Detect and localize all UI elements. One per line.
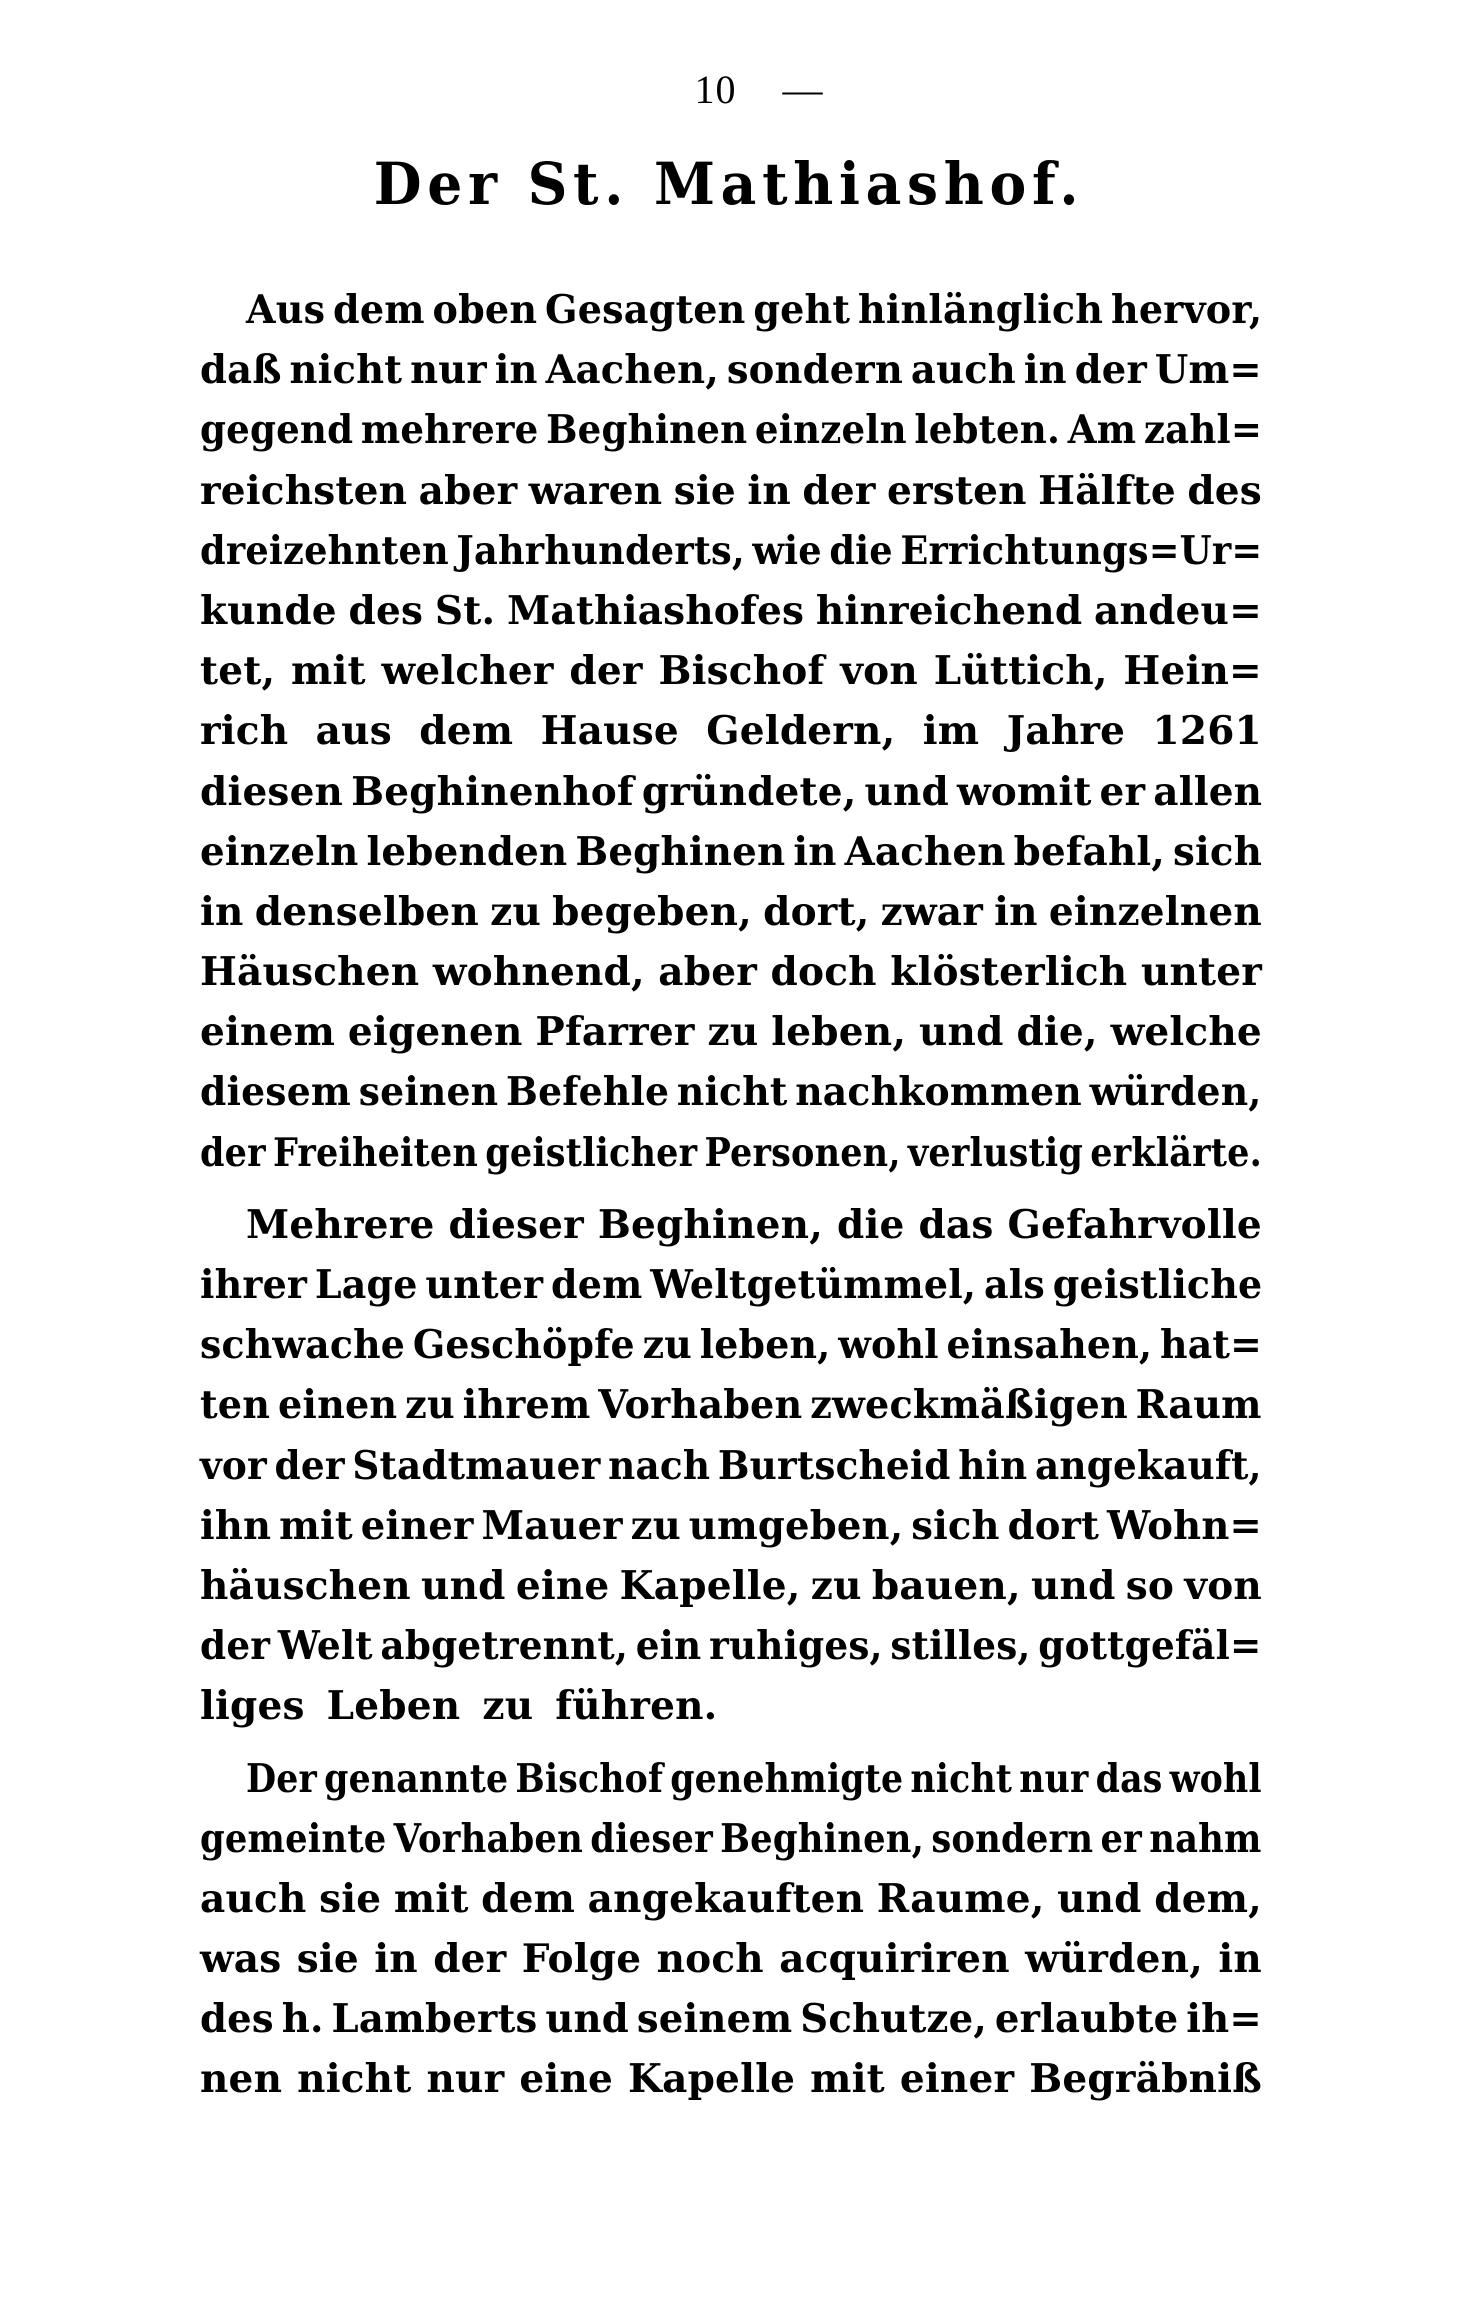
text-line <box>200 1436 1262 1496</box>
word: und <box>1057 1875 1142 1922</box>
text-line <box>200 1676 1262 1736</box>
word: aber <box>418 467 518 514</box>
word: bauen, <box>871 1562 1021 1609</box>
word: reichsten <box>200 467 408 514</box>
word: ihn <box>200 1502 272 1549</box>
word: zweckmäßigen <box>810 1382 1128 1429</box>
word: hinlänglich <box>858 287 1104 333</box>
word: genannte <box>324 1755 509 1802</box>
word: eine <box>519 2056 613 2103</box>
word: der <box>274 1442 345 1489</box>
word: Wohn= <box>1106 1502 1262 1549</box>
word: wohl <box>838 1322 939 1369</box>
word: nicht <box>676 1069 788 1116</box>
word: Folge <box>521 1936 642 1983</box>
word: er <box>1100 1815 1142 1862</box>
word: führen. <box>555 1683 718 1730</box>
word: h. <box>281 1996 324 2043</box>
word: aber <box>658 949 757 996</box>
word: in <box>1218 1936 1262 1983</box>
word: zu <box>642 1322 692 1369</box>
word: gemeinte <box>200 1815 387 1862</box>
word: befahl, <box>1013 828 1166 875</box>
word: nur <box>410 347 487 394</box>
word: umgeben, <box>688 1502 904 1549</box>
text-line <box>200 521 1262 581</box>
word: Jahre <box>1006 708 1126 755</box>
word: zu <box>482 1683 534 1730</box>
word: verlustig <box>907 1129 1084 1176</box>
word: Kapelle <box>628 2056 796 2103</box>
paragraph-1 <box>200 280 1262 1183</box>
word: Mehrere <box>246 1201 435 1248</box>
word: leben, <box>771 1009 907 1056</box>
word: in <box>200 888 244 935</box>
word: Welt <box>277 1623 373 1670</box>
word: so <box>1125 1562 1175 1609</box>
word: Stadtmauer <box>352 1442 601 1489</box>
text-line <box>200 1929 1262 1989</box>
word: und <box>421 1562 506 1609</box>
text-line <box>200 641 1262 701</box>
word: vor <box>200 1442 267 1489</box>
word: in <box>494 347 538 394</box>
word: Vorhaben <box>598 1382 803 1429</box>
word: die <box>829 527 893 574</box>
word: mehrere <box>360 407 539 454</box>
word: Pfarrer <box>535 1009 695 1056</box>
paragraph-3 <box>200 1749 1262 2110</box>
word: einer <box>360 1502 474 1549</box>
word: Personen, <box>704 1129 901 1176</box>
word: nachkommen <box>795 1069 1082 1116</box>
word: Beghinen, <box>720 1815 925 1862</box>
word: dem <box>419 708 514 755</box>
word: Lage <box>314 1262 418 1308</box>
paragraph-2 <box>200 1195 1262 1737</box>
word: Hause <box>540 708 679 755</box>
text-line <box>200 1616 1262 1676</box>
text-line <box>200 762 1262 822</box>
word: lebten. <box>914 407 1061 454</box>
text-line <box>200 1062 1262 1122</box>
word: zu <box>630 1502 681 1549</box>
text-line <box>200 701 1262 761</box>
word: ruhiges, <box>709 1623 883 1670</box>
word: ten <box>200 1382 271 1429</box>
word: er <box>1099 768 1146 815</box>
word: sie <box>319 1875 382 1922</box>
text-line <box>200 400 1262 460</box>
word: als <box>984 1262 1045 1308</box>
text-line <box>200 882 1262 942</box>
word: würden, <box>1089 1069 1262 1116</box>
word: rich <box>200 708 289 755</box>
word: Bischof <box>658 648 825 695</box>
word: nicht <box>289 347 403 394</box>
word: in <box>747 467 791 514</box>
word: das <box>918 1201 994 1248</box>
word: in <box>374 1936 418 1983</box>
word: der <box>433 1936 507 1983</box>
word: sondern <box>726 347 904 394</box>
text-line <box>200 1375 1262 1435</box>
word: zu <box>810 1562 862 1609</box>
page-number-dash: — <box>782 67 824 112</box>
body-text <box>200 280 1262 2122</box>
word: gegend <box>200 407 354 454</box>
word: Gesagten <box>545 287 746 333</box>
word: in <box>793 828 837 875</box>
word: dem <box>333 287 425 333</box>
word: gottgefäl= <box>1038 1623 1262 1670</box>
text-line <box>200 461 1262 521</box>
word: leben, <box>699 1322 831 1369</box>
word: Burtscheid <box>717 1442 951 1489</box>
word: der <box>802 467 876 514</box>
word: diesen <box>200 768 344 815</box>
word: Weltgetümmel, <box>650 1262 977 1308</box>
text-line <box>200 1556 1262 1616</box>
word: ein <box>635 1623 702 1670</box>
word: der <box>1074 347 1147 394</box>
word: oben <box>432 287 538 333</box>
word: und <box>545 1996 629 2043</box>
word: hinreichend <box>815 587 1083 634</box>
word: die, <box>1016 1009 1098 1056</box>
word: angekauften <box>587 1875 865 1922</box>
word: die <box>836 1201 905 1248</box>
word: Lamberts <box>331 1996 538 2043</box>
word: denselben <box>254 888 479 935</box>
word: zwar <box>880 888 983 935</box>
word: genehmigte <box>670 1755 904 1802</box>
text-line <box>200 581 1262 641</box>
word: und <box>918 1009 1004 1056</box>
word: von <box>1184 1562 1262 1609</box>
word: tet, <box>200 648 276 695</box>
word: der <box>200 1623 271 1670</box>
word: Errichtungs=Ur= <box>900 527 1263 574</box>
word: einen <box>277 1382 398 1429</box>
word: einem <box>200 1009 336 1056</box>
word: von <box>840 648 918 695</box>
word: Leben <box>326 1683 461 1730</box>
word: mit <box>810 2056 885 2103</box>
word: Raum <box>1135 1382 1262 1429</box>
word: dort, <box>763 888 870 935</box>
word: dieser <box>448 1201 584 1248</box>
word: Geldern, <box>706 708 896 755</box>
text-line <box>200 1002 1262 1062</box>
text-line <box>200 1989 1262 2049</box>
word: nahm <box>1149 1815 1262 1862</box>
word: mit <box>393 1875 469 1922</box>
word: des <box>348 587 424 634</box>
word: nach <box>608 1442 711 1489</box>
word: Hein= <box>1123 648 1262 695</box>
word: daß <box>200 347 282 394</box>
word: und <box>864 768 950 815</box>
word: nur <box>426 2056 505 2103</box>
word: Mauer <box>481 1502 623 1549</box>
word: wohl <box>1169 1755 1262 1802</box>
word: Bischof <box>515 1755 664 1802</box>
word: häuschen <box>200 1562 411 1609</box>
word: im <box>922 708 980 755</box>
word: ih= <box>1186 1996 1262 2043</box>
word: liges <box>200 1683 305 1730</box>
word: diesem <box>200 1069 351 1116</box>
word: nur <box>1019 1755 1089 1802</box>
word: erklärte. <box>1090 1129 1262 1176</box>
text-line <box>200 822 1262 882</box>
word: dem, <box>1154 1875 1262 1922</box>
text-line <box>200 1315 1262 1375</box>
word: lebenden <box>366 828 568 875</box>
word: eigenen <box>347 1009 523 1056</box>
word: geistliche <box>1052 1262 1263 1308</box>
word: einsahen, <box>946 1322 1153 1369</box>
word: dem <box>481 1875 576 1922</box>
word: Aachen <box>844 828 1006 875</box>
word: nicht <box>297 2056 412 2103</box>
word: in <box>1023 347 1067 394</box>
chapter-title: Der St. Mathiashof. <box>373 150 1085 218</box>
word: sie <box>673 467 736 514</box>
word: kunde <box>200 587 337 634</box>
word: nen <box>200 2056 283 2103</box>
word: und <box>1030 1562 1116 1609</box>
word: sich <box>911 1502 1000 1549</box>
word: hin <box>958 1442 1028 1489</box>
word: ihrem <box>462 1382 591 1429</box>
text-line <box>200 1496 1262 1556</box>
page-number: 10 <box>694 67 737 112</box>
word: des <box>1187 467 1262 514</box>
word: seinen <box>358 1069 499 1116</box>
word: was <box>200 1936 282 1983</box>
word: doch <box>770 949 877 996</box>
text-line <box>200 280 1262 340</box>
word: Mathiashofes <box>506 587 805 634</box>
word: Aus <box>246 287 326 333</box>
word: auch <box>200 1875 307 1922</box>
text-line <box>200 1809 1262 1869</box>
word: zu <box>405 1382 455 1429</box>
word: acquiriren <box>779 1936 1010 1983</box>
word: klösterlich <box>890 949 1128 996</box>
word: Jahrhunderts, <box>456 527 745 574</box>
text-line <box>200 1255 1262 1315</box>
word: seinem <box>636 1996 793 2043</box>
word: ihrer <box>200 1262 308 1308</box>
text-line <box>200 1869 1262 1929</box>
word: Kapelle, <box>619 1562 801 1609</box>
word: dort <box>1007 1502 1100 1549</box>
word: Um= <box>1154 347 1262 394</box>
word: St. <box>434 587 496 634</box>
word: hat= <box>1160 1322 1262 1369</box>
word: der <box>569 648 643 695</box>
word: dem <box>551 1262 643 1308</box>
word: Am <box>1067 407 1137 454</box>
word: nicht <box>910 1755 1013 1802</box>
word: einzelnen <box>1048 888 1262 935</box>
text-line <box>200 1749 1262 1809</box>
word: sie <box>296 1936 359 1983</box>
word: Beghinen <box>546 407 748 454</box>
word: noch <box>656 1936 764 1983</box>
word: zahl= <box>1143 407 1263 454</box>
word: Begräbniß <box>1029 2056 1262 2103</box>
word: sich <box>1172 828 1263 875</box>
word: erlaubte <box>994 1996 1179 2043</box>
word: würden, <box>1025 1936 1203 1983</box>
word: Vorhaben <box>393 1815 583 1862</box>
word: womit <box>956 768 1092 815</box>
word: Beghinen, <box>597 1201 823 1248</box>
word: einzeln <box>200 828 359 875</box>
word: unter <box>1140 949 1262 996</box>
word: Gefahrvolle <box>1007 1201 1262 1248</box>
page-header <box>0 66 1458 113</box>
word: allen <box>1153 768 1263 815</box>
word: unter <box>425 1262 544 1308</box>
word: der <box>200 1129 266 1176</box>
word: Befehle <box>506 1069 670 1116</box>
word: welche <box>1110 1009 1262 1056</box>
word: Freiheiten <box>272 1129 479 1176</box>
word: waren <box>528 467 663 514</box>
word: gründete, <box>641 768 857 815</box>
word: geht <box>753 287 851 333</box>
word: Schutze, <box>800 1996 988 2043</box>
word: abgetrennt, <box>380 1623 629 1670</box>
word: Geschöpfe <box>412 1322 635 1369</box>
word: Beghinenhof <box>351 768 634 815</box>
word: Häuschen <box>200 949 420 996</box>
word: aus <box>315 708 392 755</box>
text-line <box>200 2049 1262 2109</box>
word: 1261 <box>1152 708 1262 755</box>
word: schwache <box>200 1322 406 1369</box>
word: Raume, <box>876 1875 1045 1922</box>
word: wohnend, <box>432 949 645 996</box>
word: Der <box>246 1755 318 1802</box>
word: angekauft, <box>1034 1442 1262 1489</box>
word: Beghinen <box>575 828 786 875</box>
word: dieser <box>590 1815 713 1862</box>
text-line <box>200 340 1262 400</box>
word: auch <box>910 347 1016 394</box>
word: hervor, <box>1110 287 1263 333</box>
word: stilles, <box>890 1623 1031 1670</box>
word: geistlicher <box>485 1129 698 1176</box>
word: zu <box>707 1009 759 1056</box>
word: das <box>1095 1755 1163 1802</box>
word: ersten <box>887 467 1027 514</box>
word: Aachen, <box>545 347 719 394</box>
word: dreizehnten <box>200 527 449 574</box>
word: eine <box>515 1562 610 1609</box>
word: Lüttich, <box>933 648 1108 695</box>
word: in <box>994 888 1038 935</box>
word: begeben, <box>552 888 752 935</box>
word: einzeln <box>754 407 907 454</box>
word: des <box>200 1996 274 2043</box>
text-line <box>200 1123 1262 1183</box>
word: Hälfte <box>1038 467 1176 514</box>
word: andeu= <box>1094 587 1262 634</box>
word: mit <box>291 648 366 695</box>
text-line <box>200 942 1262 1002</box>
word: mit <box>279 1502 353 1549</box>
word: sondern <box>931 1815 1094 1862</box>
word: wie <box>752 527 822 574</box>
word: zu <box>490 888 542 935</box>
text-line <box>200 1195 1262 1255</box>
word: einer <box>899 2056 1015 2103</box>
word: welcher <box>381 648 554 695</box>
